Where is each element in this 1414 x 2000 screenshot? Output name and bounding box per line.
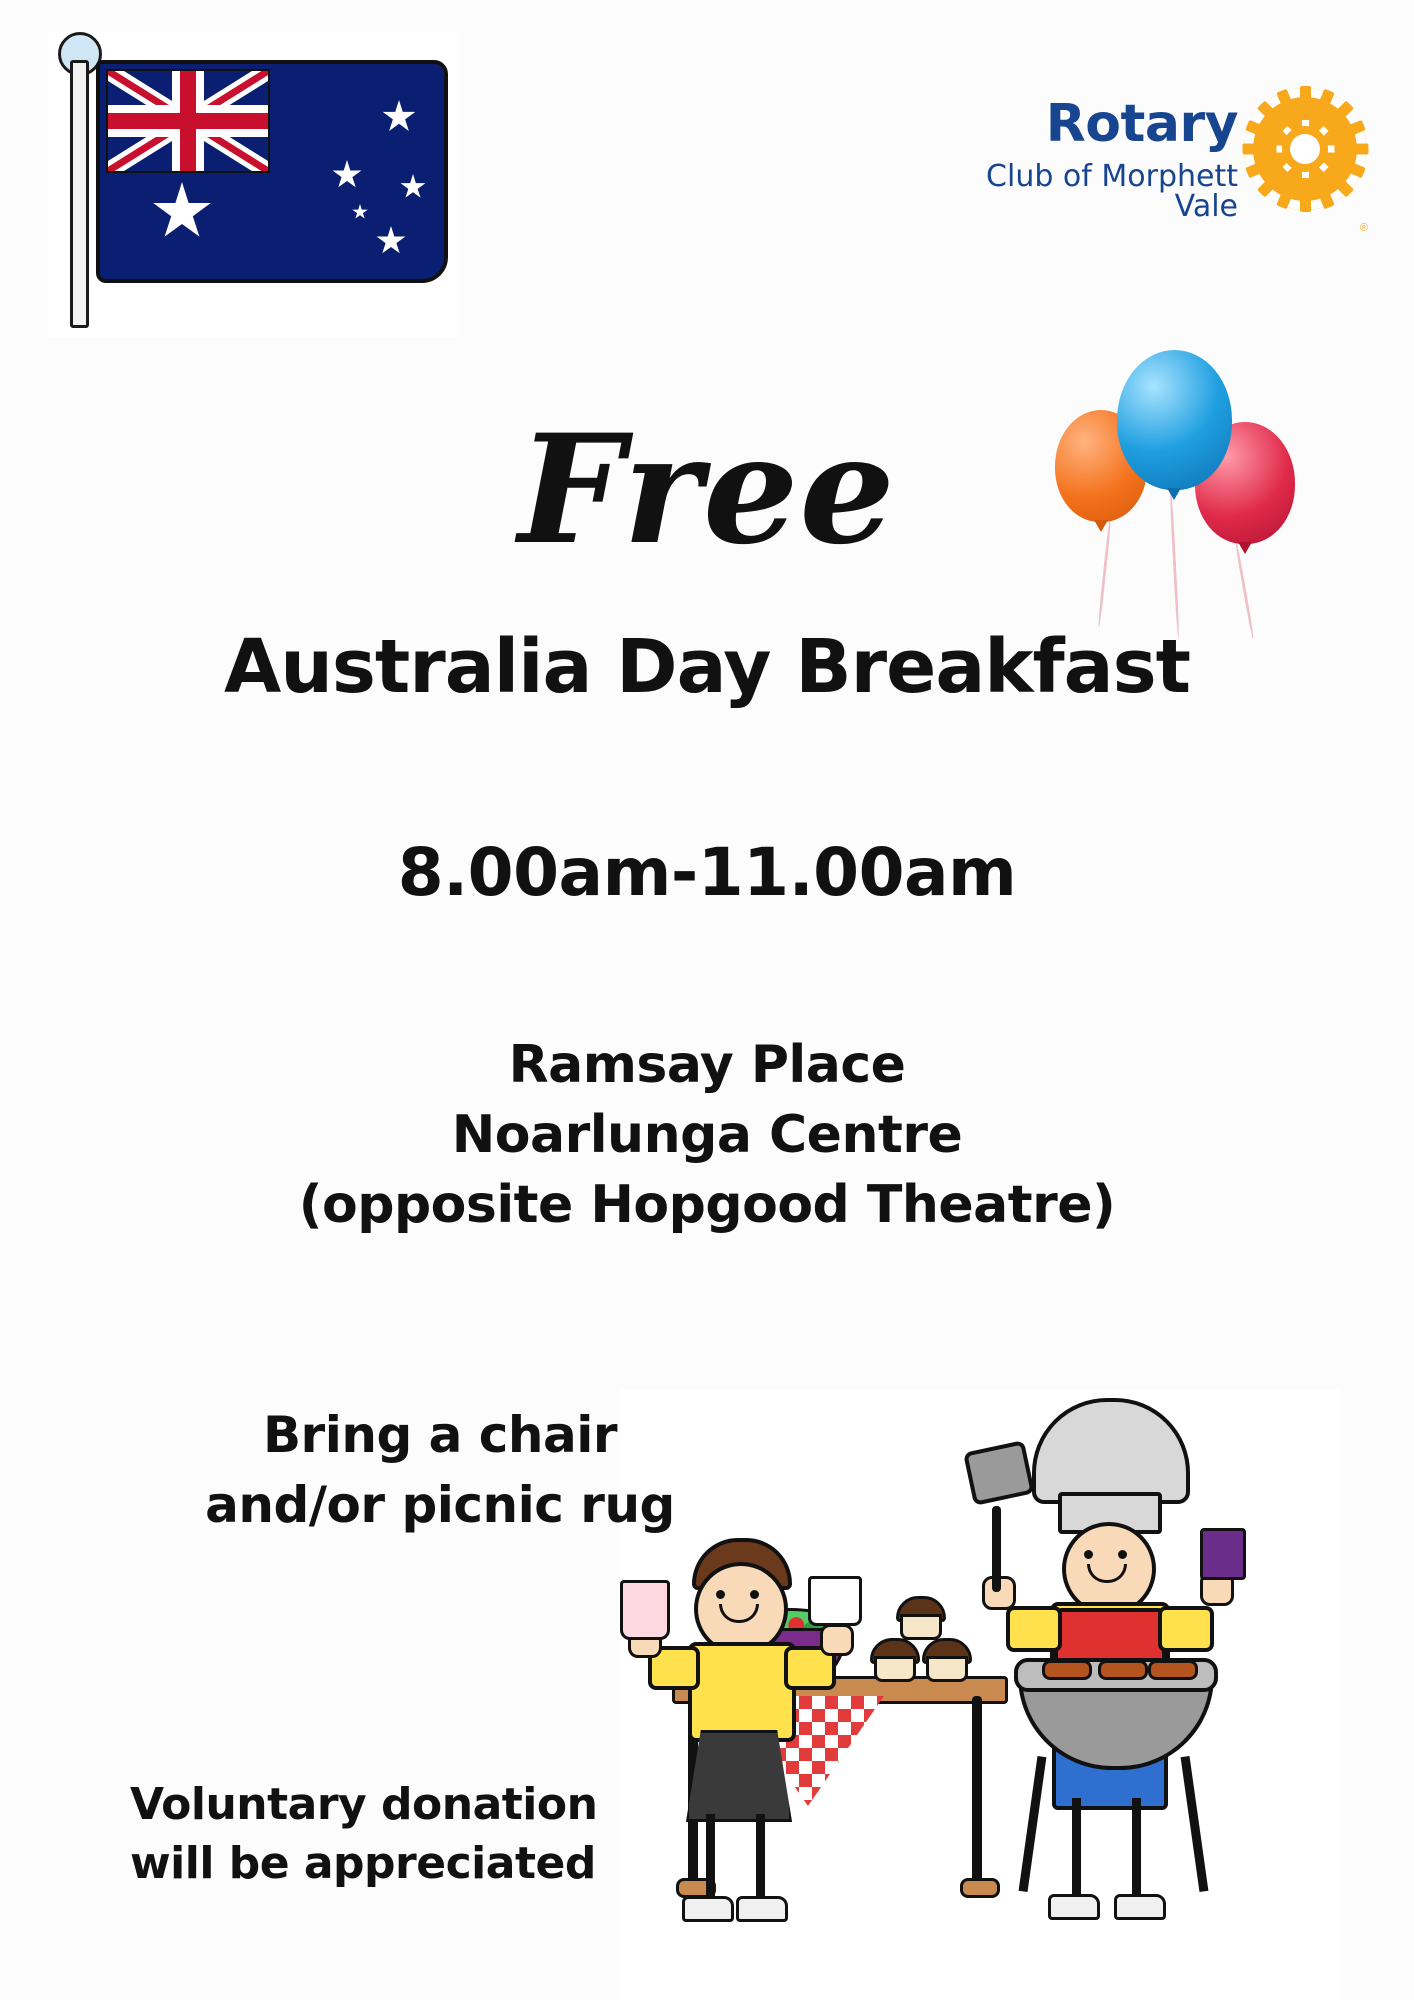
southern-cross-star-icon (352, 204, 368, 220)
southern-cross-star-icon (400, 174, 426, 200)
southern-cross-star-icon (332, 160, 362, 190)
address-line: (opposite Hopgood Theatre) (298, 1175, 1116, 1236)
commonwealth-star-icon (152, 182, 212, 242)
rotary-logo (946, 88, 1366, 238)
leg-icon (756, 1814, 765, 1902)
donation-line: Voluntary donation (130, 1779, 598, 1830)
southern-cross-star-icon (382, 100, 416, 134)
grill-leg-icon (1181, 1756, 1209, 1892)
union-jack-icon (106, 69, 270, 173)
shirt-icon (688, 1642, 796, 1742)
registered-trademark-mark: ® (1359, 222, 1368, 234)
sausage-icon (1042, 1660, 1092, 1680)
rotary-club-name: Club of Morphett Vale (986, 159, 1238, 224)
chef-hat-icon (1032, 1398, 1190, 1504)
free-headline: Free (518, 402, 896, 578)
rotary-wordmark: Rotary (1045, 94, 1238, 154)
shoe-icon (1114, 1894, 1166, 1920)
leg-icon (1072, 1798, 1081, 1900)
table-foot (960, 1878, 1000, 1898)
address-line: Noarlunga Centre (451, 1105, 963, 1166)
sleeve-icon (1158, 1606, 1214, 1652)
cupcake-icon (920, 1638, 968, 1678)
cupcake-icon (894, 1596, 942, 1636)
donation-note (130, 1775, 730, 1894)
event-address (0, 1030, 1414, 1241)
sausage-icon (1148, 1660, 1198, 1680)
sleeve-icon (1006, 1606, 1062, 1652)
sauce-jar-icon (1200, 1528, 1246, 1580)
event-title: Australia Day Breakfast (223, 624, 1191, 710)
bring-line: and/or picnic rug (205, 1476, 675, 1534)
shoe-icon (682, 1896, 734, 1922)
spatula-handle-icon (992, 1506, 1001, 1592)
spatula-icon (963, 1440, 1035, 1506)
arm-icon (820, 1624, 854, 1656)
mug-icon (808, 1576, 862, 1626)
grill-leg-icon (1019, 1756, 1047, 1892)
sausage-icon (1098, 1660, 1148, 1680)
shoe-icon (1048, 1894, 1100, 1920)
bring-line: Bring a chair (262, 1406, 618, 1464)
bring-instructions (120, 1400, 760, 1540)
event-time: 8.00am-11.00am (397, 834, 1017, 911)
australian-flag-icon (48, 32, 458, 337)
donation-line: will be appreciated (130, 1838, 596, 1890)
flag-cloth (96, 60, 448, 283)
rotary-wheel-icon (1244, 88, 1366, 210)
southern-cross-star-icon (376, 226, 406, 256)
leg-icon (1132, 1798, 1141, 1900)
flag-pole-icon (70, 60, 89, 328)
table-leg (972, 1696, 982, 1886)
rotary-logo-text (948, 94, 1238, 224)
drink-cup-icon (620, 1580, 670, 1640)
shoe-icon (736, 1896, 788, 1922)
address-line: Ramsay Place (508, 1035, 906, 1095)
cupcake-icon (868, 1638, 916, 1678)
